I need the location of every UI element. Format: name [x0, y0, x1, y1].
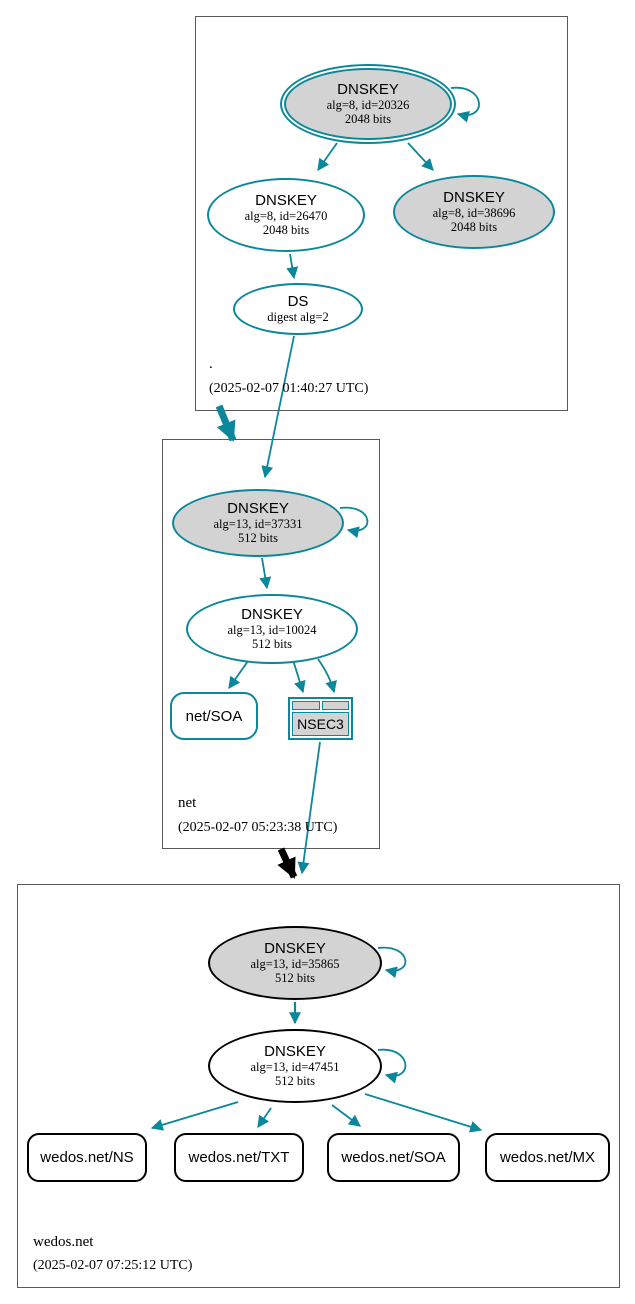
node-title: DNSKEY [255, 192, 317, 209]
root-ds-node [233, 283, 363, 335]
wedos-mx-rrset-node [485, 1133, 610, 1182]
node-bits: 2048 bits [344, 112, 392, 126]
nsec3-header-cell [292, 701, 320, 710]
zone-label-root: . [209, 356, 213, 372]
node-bits: 512 bits [275, 971, 315, 985]
zone-label-wedos-net: wedos.net [33, 1234, 94, 1250]
node-detail: alg=8, id=38696 [432, 206, 516, 220]
wedos-ns-rrset-node [27, 1133, 147, 1182]
rrset-label: net/SOA [185, 707, 243, 725]
net-nsec3-node [288, 697, 353, 740]
nsec3-header-row [292, 701, 349, 710]
root-dnskey-20326-node [280, 64, 456, 144]
root-dnskey-38696-node [393, 175, 555, 249]
node-title: DNSKEY [264, 940, 326, 957]
node-bits: 512 bits [252, 637, 292, 651]
node-bits: 2048 bits [450, 220, 498, 234]
node-bits: 2048 bits [262, 223, 310, 237]
node-detail: alg=8, id=20326 [326, 98, 410, 112]
net-dnskey-10024-node [186, 594, 358, 664]
zone-timestamp-wedos-net: (2025-02-07 07:25:12 UTC) [33, 1258, 193, 1273]
node-bits: 512 bits [275, 1074, 315, 1088]
node-detail: digest alg=2 [267, 310, 329, 324]
wedos-dnskey-35865-node [208, 926, 382, 1000]
node-title: DS [287, 293, 309, 310]
net-soa-rrset-node [170, 692, 258, 740]
zone-label-net: net [178, 795, 197, 811]
zone-timestamp-root: (2025-02-07 01:40:27 UTC) [209, 381, 369, 396]
node-title: DNSKEY [264, 1043, 326, 1060]
rrset-label: wedos.net/NS [40, 1149, 134, 1166]
net-dnskey-37331-node [172, 489, 344, 557]
node-detail: alg=8, id=26470 [244, 209, 328, 223]
wedos-soa-rrset-node [327, 1133, 460, 1182]
rrset-label: wedos.net/TXT [188, 1149, 290, 1166]
wedos-dnskey-47451-node [208, 1029, 382, 1103]
node-detail: alg=13, id=10024 [227, 623, 317, 637]
rrset-label: wedos.net/SOA [341, 1149, 446, 1166]
nsec3-label: NSEC3 [292, 712, 349, 736]
node-detail: alg=13, id=35865 [250, 957, 340, 971]
node-title: DNSKEY [241, 606, 303, 623]
root-dnskey-20326-inner [284, 68, 452, 140]
node-bits: 512 bits [238, 531, 278, 545]
node-title: DNSKEY [443, 189, 505, 206]
edge-secure-delegation-root-net [219, 406, 233, 440]
zone-timestamp-net: (2025-02-07 05:23:38 UTC) [178, 820, 338, 835]
wedos-txt-rrset-node [174, 1133, 304, 1182]
node-detail: alg=13, id=37331 [213, 517, 303, 531]
nsec3-header-cell [322, 701, 350, 710]
node-detail: alg=13, id=47451 [250, 1060, 340, 1074]
root-dnskey-26470-node [207, 178, 365, 252]
edge-insecure-delegation-net-wedos [281, 849, 294, 877]
node-title: DNSKEY [337, 81, 399, 98]
node-title: DNSKEY [227, 500, 289, 517]
rrset-label: wedos.net/MX [499, 1149, 596, 1166]
